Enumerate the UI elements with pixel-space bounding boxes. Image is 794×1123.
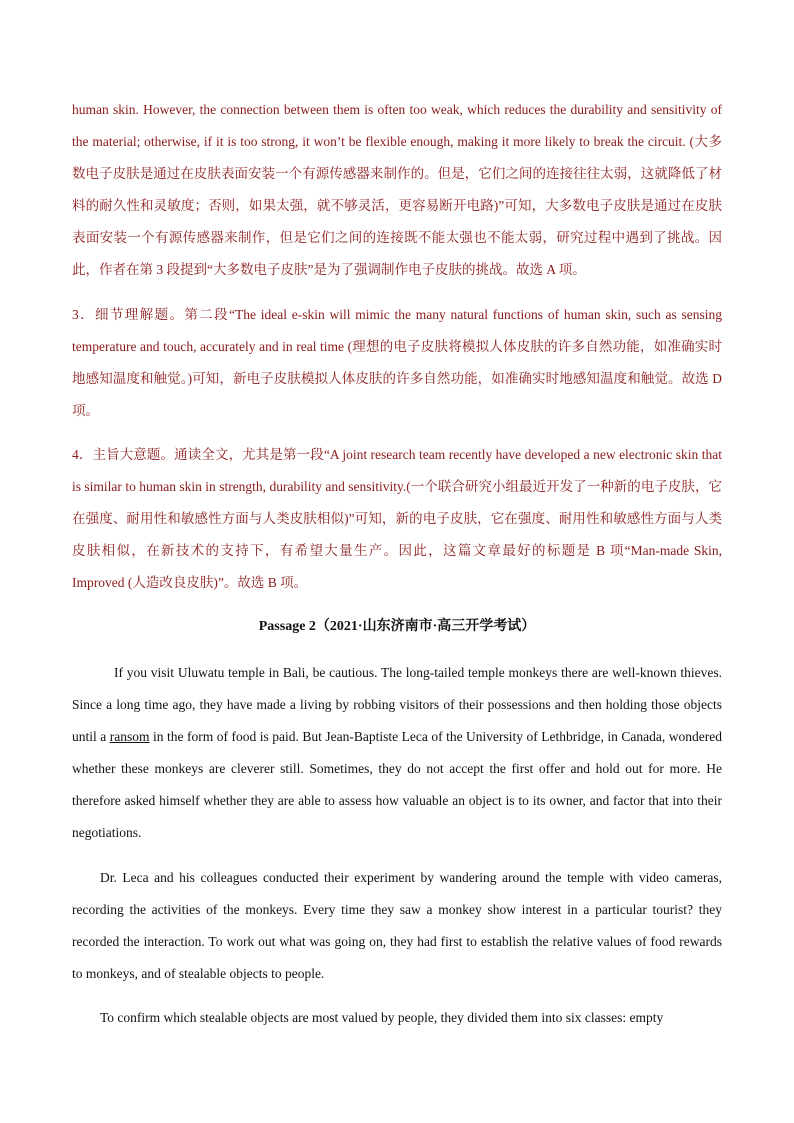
passage-paragraph-3: To confirm which stealable objects are most valued by people, they divided them into six classes: empty <box>100 1010 664 1025</box>
passage-paragraph-1 <box>72 657 722 849</box>
answer-3: 3．细节理解题。第二段“The ideal e-skin will mimic the many natural functions of human skin, such as sensing temperature and touch, accurately and in real time (理想的电子皮肤将模拟人体皮肤的许多自然功能，如准确实时地感知温度和触觉。)可知，新电子皮肤模拟人体皮肤的许多自然功能，如准确实时地感知温度和触觉。故选 D 项。 <box>72 307 722 418</box>
underlined-word-ransom: ransom <box>109 729 150 744</box>
paragraph-1-text-b: in the form of food is paid. But Jean-Baptiste Leca of the University of Lethbridge, in Canada, wondered whether these monkeys are cleverer still. Sometimes, they do not accept the first offer and hold out for more. He therefore asked himself whether they are able to assess how valuable an object is to its owner, and factor that into their negotiations. <box>72 729 722 840</box>
passage-paragraph-2: Dr. Leca and his colleagues conducted their experiment by wandering around the temple with video cameras, recording the activities of the monkeys. Every time they saw a monkey show interest in a particular tourist? they recorded the interaction. To work out what was going on, they had first to establish the relative values of food rewards to monkeys, and of stealable objects to people. <box>72 870 722 981</box>
paragraph-1-text-a: If you visit Uluwatu temple in Bali, be cautious. The long-tailed temple monkeys there are well-known thieves. Since a long time ago, they have made a living by robbing visitors of their possessions and then holding those objects until a <box>72 665 722 744</box>
answer-4: 4．主旨大意题。通读全文，尤其是第一段“A joint research team recently have developed a new electronic skin that is similar to human skin in strength, durability and sensitivity.(一个联合研究小组最近开发了一种新的电子皮肤，它在强度、耐用性和敏感性方面与人类皮肤相似)”可知，新的电子皮肤，它在强度、耐用性和敏感性方面与人类皮肤相似，在新技术的支持下，有希望大量生产。因此，这篇文章最好的标题是 B 项“Man-made Skin, Improved (人造改良皮肤)”。故选 B 项。 <box>72 447 722 590</box>
passage-title: Passage 2（2021·山东济南市·高三开学考试） <box>258 619 536 634</box>
answer-2-tail: human skin. However, the connection between them is often too weak, which reduces the durability and sensitivity of the material; otherwise, if it is too strong, it won’t be flexible enough, making it more likely to break the circuit. (大多数电子皮肤是通过在皮肤表面安装一个有源传感器来制作的。但是，它们之间的连接往往太弱，这就降低了材料的耐久性和灵敏度；否则，如果太强，就不够灵活，更容易断开电路)”可知，大多数电子皮肤是通过在皮肤表面安装一个有源传感器来制作，但是它们之间的连接既不能太强也不能太弱，研究过程中遇到了挑战。因此，作者在第 3 段提到“大多数电子皮肤”是为了强调制作电子皮肤的挑战。故选 A 项。 <box>72 102 722 277</box>
